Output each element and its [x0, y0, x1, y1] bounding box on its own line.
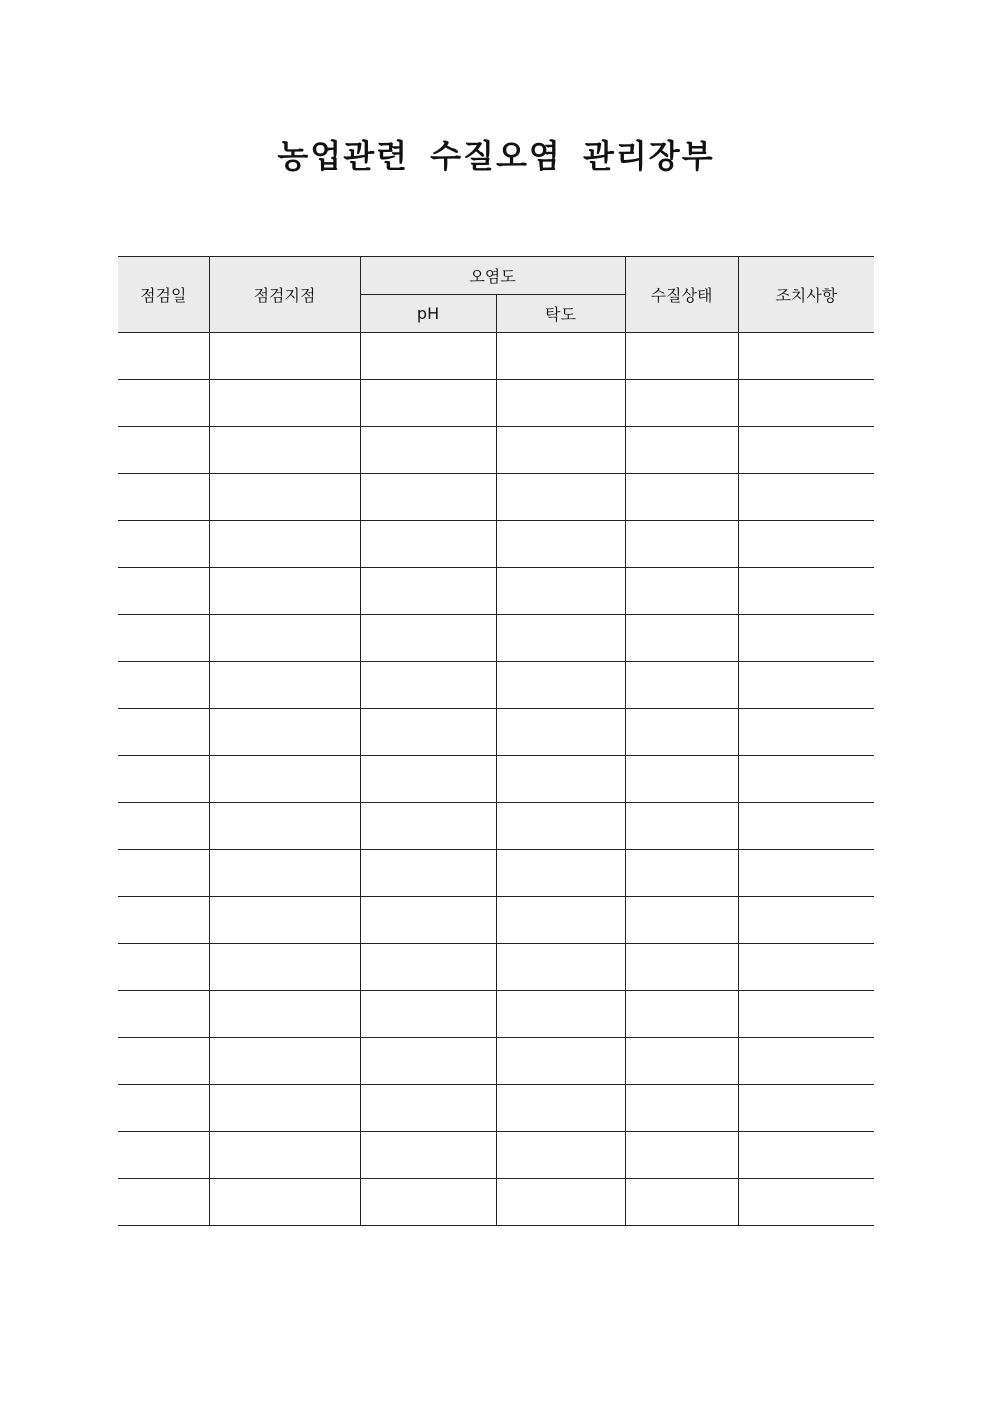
action-cell[interactable] — [738, 709, 874, 756]
header-ph: pH — [360, 295, 496, 333]
action-cell[interactable] — [738, 521, 874, 568]
table-row — [118, 521, 874, 568]
table-row — [118, 803, 874, 850]
location-cell[interactable] — [209, 944, 360, 991]
action-cell[interactable] — [738, 897, 874, 944]
condition-cell[interactable] — [625, 944, 738, 991]
header-date: 점검일 — [118, 257, 209, 333]
header-turbidity: 탁도 — [496, 295, 625, 333]
table-row — [118, 944, 874, 991]
location-cell[interactable] — [209, 333, 360, 380]
condition-cell[interactable] — [625, 662, 738, 709]
turbidity-cell[interactable] — [496, 991, 625, 1038]
action-cell[interactable] — [738, 1038, 874, 1085]
date-cell[interactable] — [118, 1038, 209, 1085]
turbidity-cell[interactable] — [496, 662, 625, 709]
date-cell[interactable] — [118, 380, 209, 427]
action-cell[interactable] — [738, 474, 874, 521]
condition-cell[interactable] — [625, 380, 738, 427]
date-cell[interactable] — [118, 521, 209, 568]
location-cell[interactable] — [209, 568, 360, 615]
table-row — [118, 568, 874, 615]
ph-cell[interactable] — [360, 1085, 496, 1132]
header-condition: 수질상태 — [625, 257, 738, 333]
location-cell[interactable] — [209, 380, 360, 427]
location-cell[interactable] — [209, 897, 360, 944]
action-cell[interactable] — [738, 944, 874, 991]
header-pollution: 오염도 — [360, 257, 625, 295]
ph-cell[interactable] — [360, 521, 496, 568]
location-cell[interactable] — [209, 1085, 360, 1132]
date-cell[interactable] — [118, 1085, 209, 1132]
table-row — [118, 850, 874, 897]
action-cell[interactable] — [738, 803, 874, 850]
action-cell[interactable] — [738, 568, 874, 615]
turbidity-cell[interactable] — [496, 897, 625, 944]
condition-cell[interactable] — [625, 1085, 738, 1132]
turbidity-cell[interactable] — [496, 427, 625, 474]
table-row — [118, 991, 874, 1038]
condition-cell[interactable] — [625, 897, 738, 944]
table-row — [118, 1179, 874, 1226]
location-cell[interactable] — [209, 1038, 360, 1085]
location-cell[interactable] — [209, 803, 360, 850]
action-cell[interactable] — [738, 850, 874, 897]
action-cell[interactable] — [738, 756, 874, 803]
turbidity-cell[interactable] — [496, 521, 625, 568]
table-row — [118, 474, 874, 521]
date-cell[interactable] — [118, 803, 209, 850]
action-cell[interactable] — [738, 1179, 874, 1226]
condition-cell[interactable] — [625, 850, 738, 897]
turbidity-cell[interactable] — [496, 709, 625, 756]
condition-cell[interactable] — [625, 1179, 738, 1226]
action-cell[interactable] — [738, 662, 874, 709]
date-cell[interactable] — [118, 662, 209, 709]
table-row — [118, 1038, 874, 1085]
header-location: 점검지점 — [209, 257, 360, 333]
location-cell[interactable] — [209, 1179, 360, 1226]
ph-cell[interactable] — [360, 474, 496, 521]
ph-cell[interactable] — [360, 897, 496, 944]
table-row — [118, 1085, 874, 1132]
condition-cell[interactable] — [625, 756, 738, 803]
action-cell[interactable] — [738, 615, 874, 662]
location-cell[interactable] — [209, 850, 360, 897]
ph-cell[interactable] — [360, 333, 496, 380]
condition-cell[interactable] — [625, 474, 738, 521]
table-row — [118, 756, 874, 803]
date-cell[interactable] — [118, 1179, 209, 1226]
ph-cell[interactable] — [360, 803, 496, 850]
ph-cell[interactable] — [360, 615, 496, 662]
condition-cell[interactable] — [625, 333, 738, 380]
date-cell[interactable] — [118, 756, 209, 803]
turbidity-cell[interactable] — [496, 380, 625, 427]
turbidity-cell[interactable] — [496, 944, 625, 991]
ph-cell[interactable] — [360, 944, 496, 991]
condition-cell[interactable] — [625, 803, 738, 850]
condition-cell[interactable] — [625, 427, 738, 474]
condition-cell[interactable] — [625, 991, 738, 1038]
condition-cell[interactable] — [625, 1132, 738, 1179]
action-cell[interactable] — [738, 380, 874, 427]
date-cell[interactable] — [118, 474, 209, 521]
condition-cell[interactable] — [625, 521, 738, 568]
date-cell[interactable] — [118, 944, 209, 991]
date-cell[interactable] — [118, 568, 209, 615]
table-row — [118, 662, 874, 709]
date-cell[interactable] — [118, 897, 209, 944]
turbidity-cell[interactable] — [496, 1179, 625, 1226]
water-quality-log-table — [118, 256, 874, 1226]
table-row — [118, 427, 874, 474]
date-cell[interactable] — [118, 427, 209, 474]
turbidity-cell[interactable] — [496, 615, 625, 662]
table-row — [118, 709, 874, 756]
date-cell[interactable] — [118, 1132, 209, 1179]
location-cell[interactable] — [209, 615, 360, 662]
turbidity-cell[interactable] — [496, 568, 625, 615]
action-cell[interactable] — [738, 991, 874, 1038]
ph-cell[interactable] — [360, 1038, 496, 1085]
location-cell[interactable] — [209, 1132, 360, 1179]
ph-cell[interactable] — [360, 756, 496, 803]
location-cell[interactable] — [209, 662, 360, 709]
turbidity-cell[interactable] — [496, 803, 625, 850]
action-cell[interactable] — [738, 1085, 874, 1132]
condition-cell[interactable] — [625, 709, 738, 756]
header-action: 조치사항 — [738, 257, 874, 333]
location-cell[interactable] — [209, 709, 360, 756]
condition-cell[interactable] — [625, 568, 738, 615]
table-row — [118, 380, 874, 427]
ph-cell[interactable] — [360, 662, 496, 709]
turbidity-cell[interactable] — [496, 1085, 625, 1132]
turbidity-cell[interactable] — [496, 850, 625, 897]
ph-cell[interactable] — [360, 427, 496, 474]
location-cell[interactable] — [209, 427, 360, 474]
table-header — [118, 257, 874, 333]
ph-cell[interactable] — [360, 709, 496, 756]
action-cell[interactable] — [738, 1132, 874, 1179]
action-cell[interactable] — [738, 333, 874, 380]
date-cell[interactable] — [118, 615, 209, 662]
turbidity-cell[interactable] — [496, 1038, 625, 1085]
location-cell[interactable] — [209, 521, 360, 568]
condition-cell[interactable] — [625, 615, 738, 662]
document-title: 농업관련 수질오염 관리장부 — [277, 137, 715, 175]
turbidity-cell[interactable] — [496, 474, 625, 521]
location-cell[interactable] — [209, 756, 360, 803]
ph-cell[interactable] — [360, 380, 496, 427]
ph-cell[interactable] — [360, 568, 496, 615]
turbidity-cell[interactable] — [496, 333, 625, 380]
ph-cell[interactable] — [360, 1179, 496, 1226]
ph-cell[interactable] — [360, 850, 496, 897]
date-cell[interactable] — [118, 709, 209, 756]
table-row — [118, 615, 874, 662]
date-cell[interactable] — [118, 333, 209, 380]
location-cell[interactable] — [209, 991, 360, 1038]
date-cell[interactable] — [118, 850, 209, 897]
condition-cell[interactable] — [625, 1038, 738, 1085]
ph-cell[interactable] — [360, 1132, 496, 1179]
location-cell[interactable] — [209, 474, 360, 521]
turbidity-cell[interactable] — [496, 756, 625, 803]
date-cell[interactable] — [118, 991, 209, 1038]
table-row — [118, 897, 874, 944]
action-cell[interactable] — [738, 427, 874, 474]
table-row — [118, 1132, 874, 1179]
table-body — [118, 333, 874, 1226]
ph-cell[interactable] — [360, 991, 496, 1038]
turbidity-cell[interactable] — [496, 1132, 625, 1179]
table-row — [118, 333, 874, 380]
